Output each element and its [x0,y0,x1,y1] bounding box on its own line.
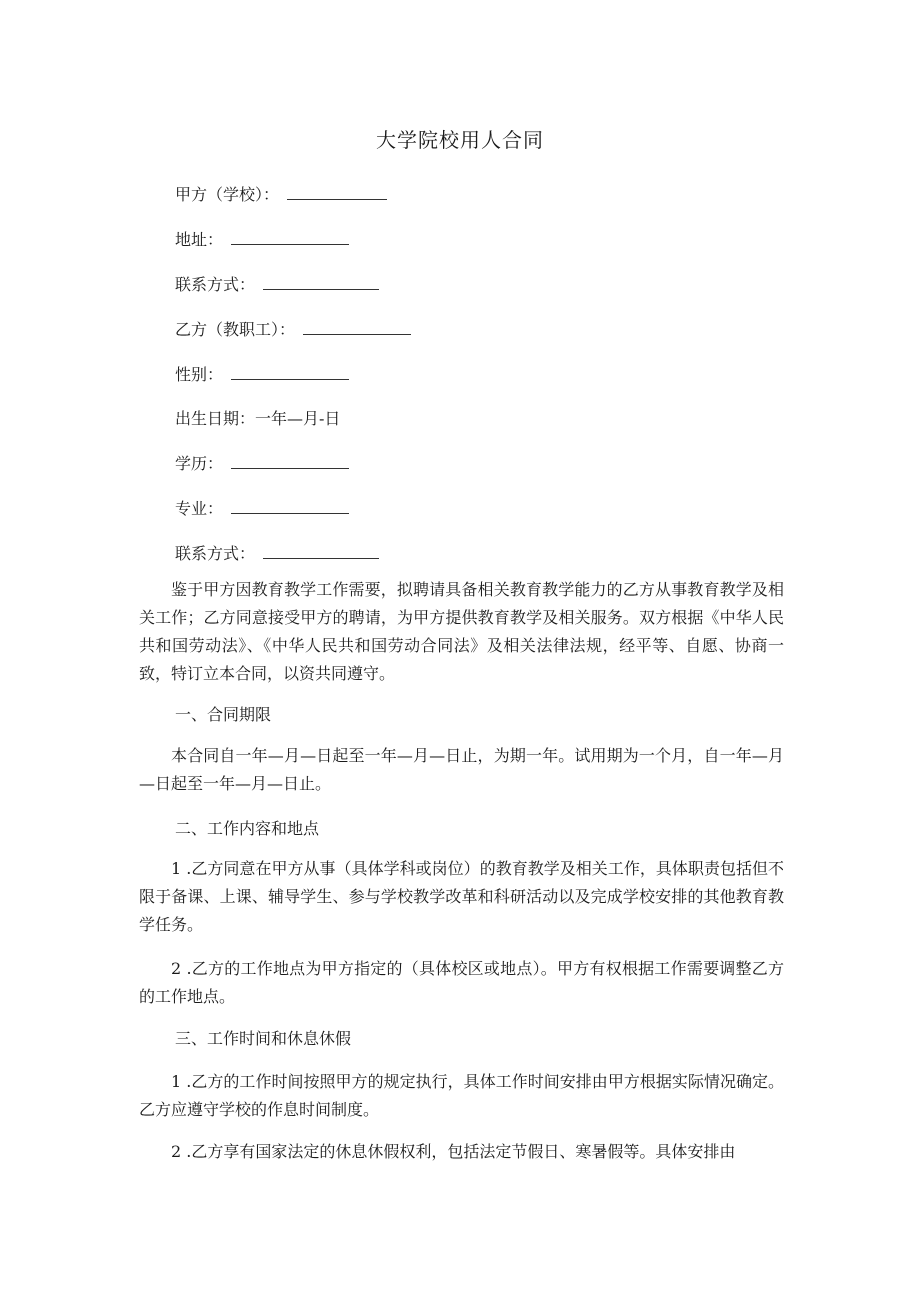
section-heading-term: 一、合同期限 [175,705,272,724]
field-label: 地址： [175,230,224,249]
field-gender [175,364,349,386]
field-label: 联系方式： [175,275,256,294]
fill-blank[interactable] [231,499,349,514]
section-heading-hours: 三、工作时间和休息休假 [175,1029,352,1048]
field-education [175,453,349,475]
section-paragraph: 1 .乙方同意在甲方从事（具体学科或岗位）的教育教学及相关工作，具体职责包括但不限于备课、上课、辅导学生、参与学校教学改革和科研活动以及完成学校安排的其他教育教学任务。 [139,859,784,934]
intro-paragraph: 鉴于甲方因教育教学工作需要，拟聘请具备相关教育教学能力的乙方从事教育教学及相关工作；乙方同意接受甲方的聘请，为甲方提供教育教学及相关服务。双方根据《中华人民共和国劳动法》、《中华人民共和国劳动合同法》及相关法律法规，经平等、自愿、协商一致，特订立本合同，以资共同遵守。 [139,580,784,683]
field-label: 学历： [175,454,224,473]
field-label: 联系方式： [175,544,256,563]
field-birth-date [175,408,340,430]
section-heading-work: 二、工作内容和地点 [175,819,320,838]
field-label: 甲方（学校）： [175,185,280,204]
field-label: 性别： [175,365,224,384]
document-title: 大学院校用人合同 [376,128,544,152]
fill-blank[interactable] [263,544,379,559]
field-party-a [175,184,387,206]
section-paragraph: 2 .乙方的工作地点为甲方指定的（具体校区或地点）。甲方有权根据工作需要调整乙方的工作地点。 [139,959,784,1006]
fill-blank[interactable] [231,365,349,380]
field-label: 乙方（教职工）： [175,320,296,339]
fill-blank[interactable] [287,185,387,200]
field-contact-a [175,274,379,296]
field-party-b [175,319,411,341]
section-paragraph: 2 .乙方享有国家法定的休息休假权利，包括法定节假日、寒暑假等。具体安排由 [171,1142,736,1161]
fill-blank[interactable] [303,320,411,335]
field-address [175,229,349,251]
field-label: 专业： [175,499,224,518]
fill-blank[interactable] [231,230,349,245]
field-contact-b [175,543,379,565]
fill-blank[interactable] [231,454,349,469]
field-major [175,498,349,520]
section-paragraph: 1 .乙方的工作时间按照甲方的规定执行，具体工作时间安排由甲方根据实际情况确定。乙方应遵守学校的作息时间制度。 [139,1072,784,1119]
fill-blank[interactable] [263,275,379,290]
field-label: 出生日期：一年—月-日 [175,409,341,428]
section-paragraph: 本合同自一年—月—日起至一年—月—日止，为期一年。试用期为一个月，自一年—月—日起至一年—月—日止。 [139,746,784,793]
